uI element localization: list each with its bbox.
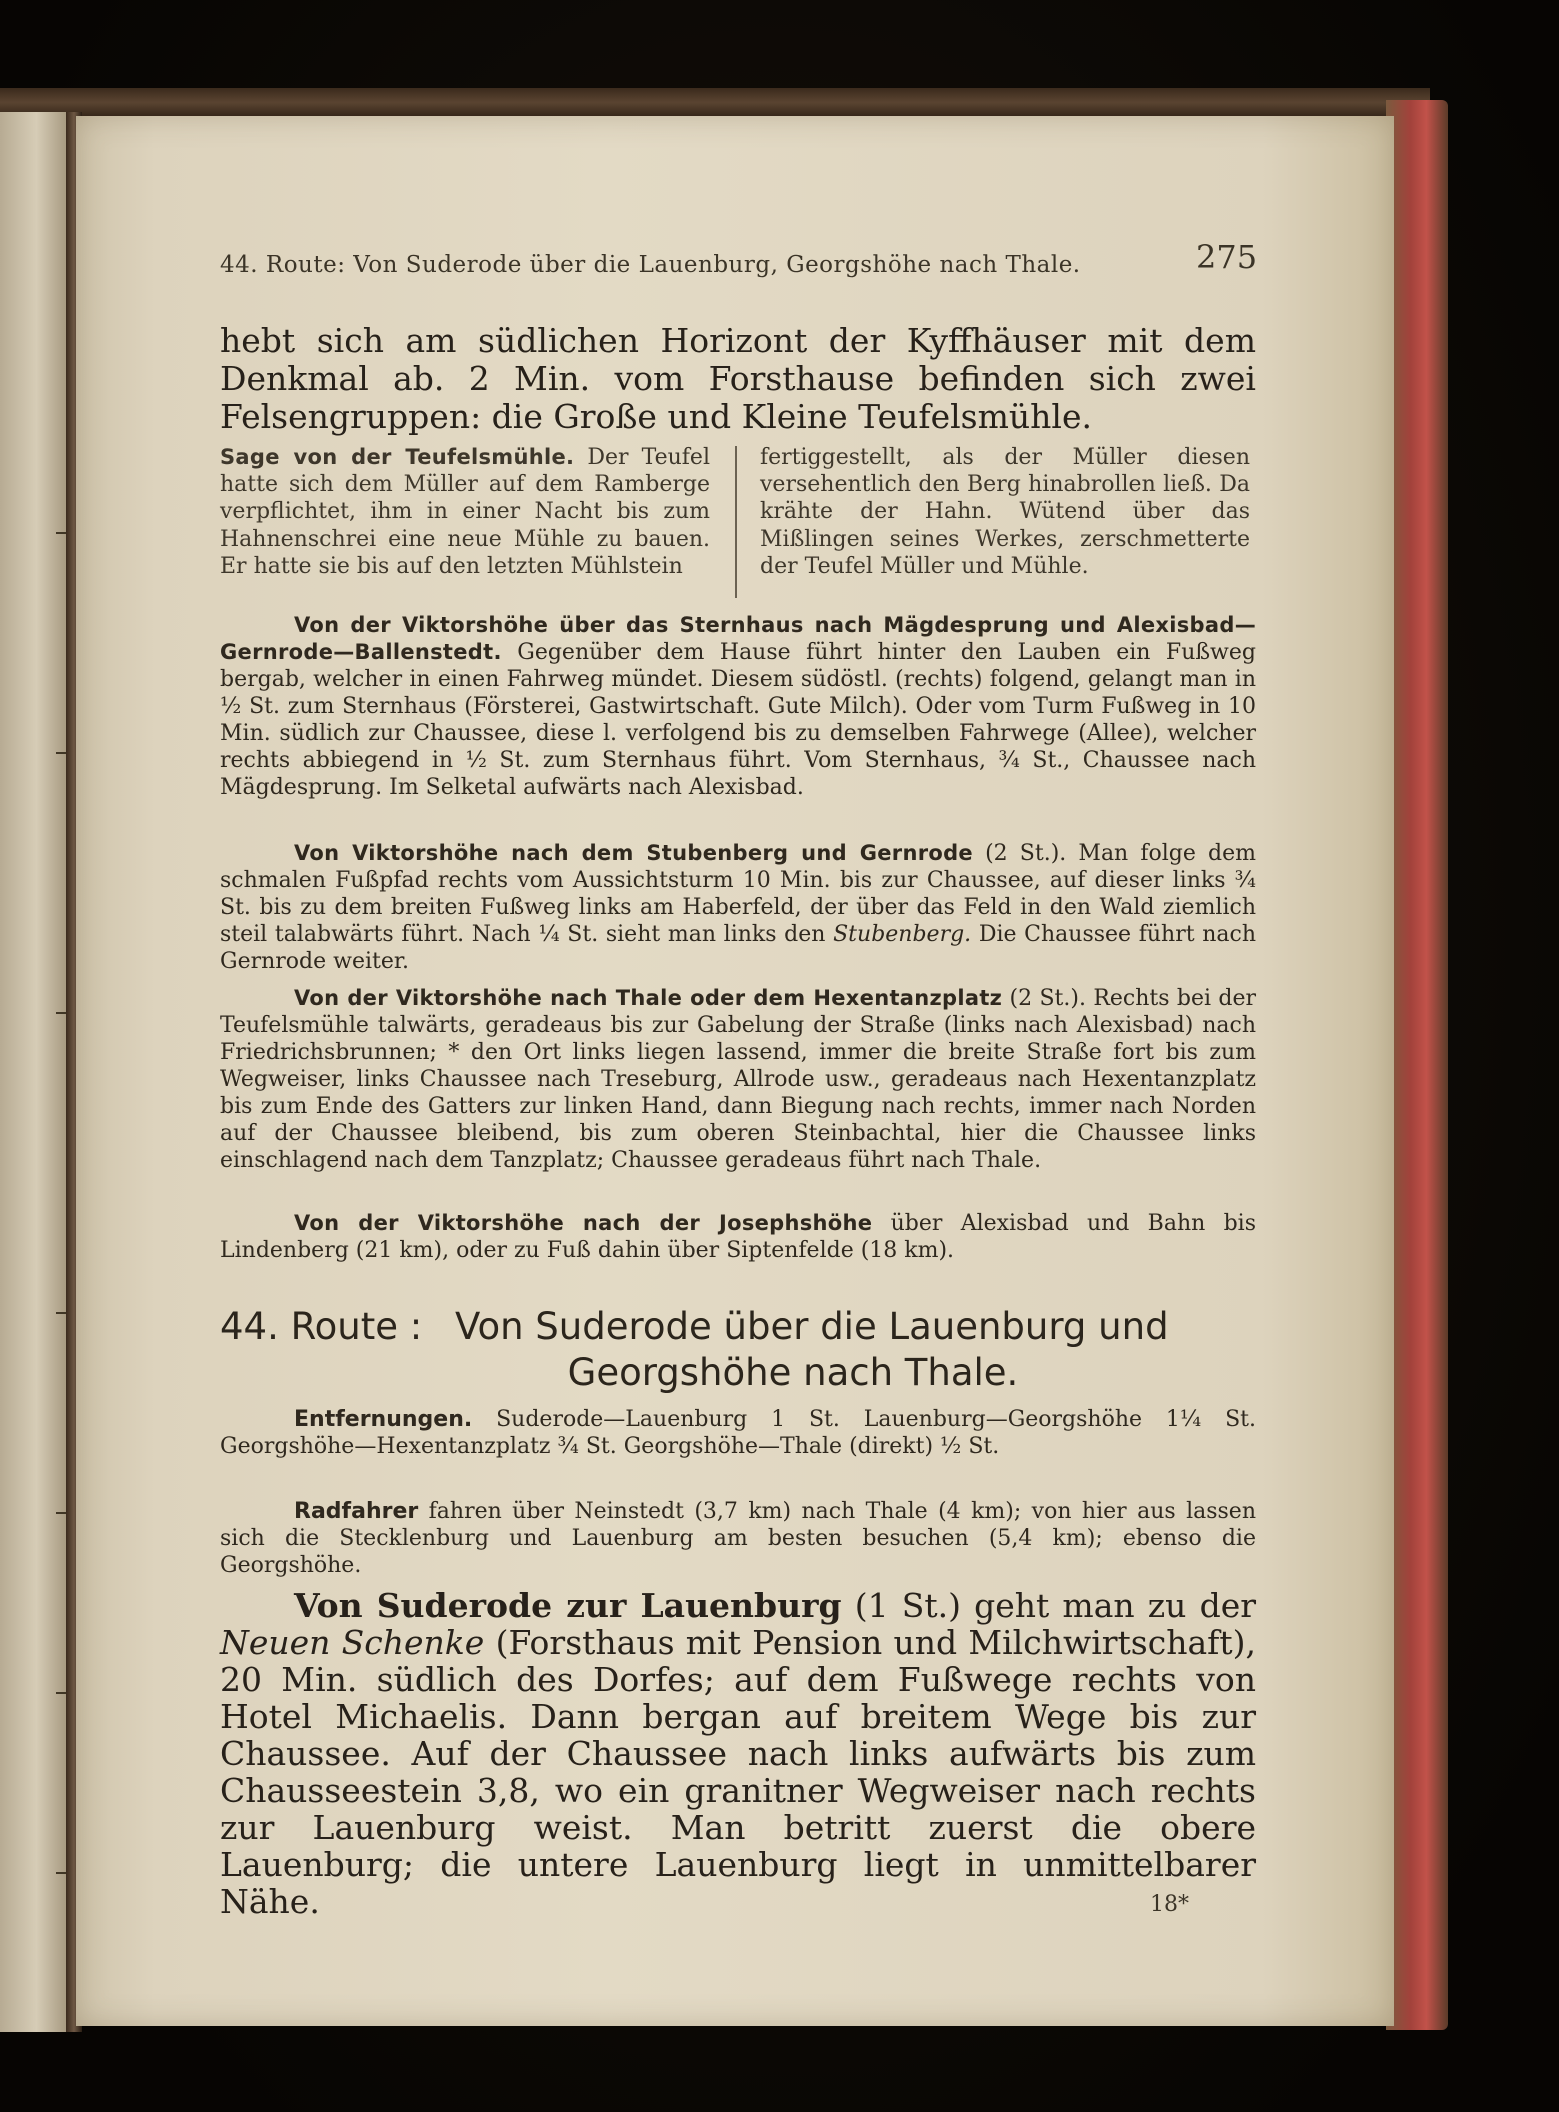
page-edge-mark xyxy=(56,1312,66,1314)
paragraph-heading: Von Viktorshöhe nach dem Stubenberg und Gernrode xyxy=(294,841,973,865)
legend-left-text: Der Teufel hatte sich dem Müller auf dem Ramberge verpflichtet, ihm in einer Nacht bis zum Hahnenschrei eine neue Mühle zu bauen. Er hatte sie bis auf den letzten Mühlstein xyxy=(220,445,710,579)
main-lead: Von Suderode zur Lauenburg xyxy=(294,1586,842,1625)
main-paragraph xyxy=(220,1587,1256,1920)
page-edge-mark xyxy=(56,1512,66,1514)
route-number: 44. Route : xyxy=(220,1305,423,1348)
legend-right-column: fertiggestellt, als der Müller diesen versehentlich den Berg hinabrollen ließ. Da krähte der Hahn. Wütend über das Mißlingen seines Werkes, zerschmetterte der Teufel Müller und Mühle. xyxy=(760,445,1250,579)
page-edge-mark xyxy=(56,752,66,754)
paragraph-heading: Von der Viktorshöhe nach der Josephshöhe xyxy=(294,1211,873,1235)
route-title-line1: Von Suderode über die Lauenburg und xyxy=(455,1305,1169,1348)
distances-label: Entfernungen. xyxy=(294,1407,473,1432)
page-edge-mark xyxy=(56,1012,66,1014)
paragraph-sternhaus xyxy=(220,612,1256,801)
paragraph-text: Gegenüber dem Hause führt hinter den Lauben ein Fußweg bergab, welcher in einen Fahrweg mündet. Diesem südöstl. (rechts) folgend, gelangt man in ½ St. zum Sternhaus (Försterei, Gastwirtschaft. Gute Milch). Oder vom Turm Fußweg in 10 Min. südlich zur Chaussee, diese l. verfolgend bis zu demselben Fahrwege (Allee), welcher rechts abbiegend in ½ St. zum Sternhaus führt. Vom Sternhaus, ¾ St., Chaussee nach Mägdesprung. Im Selketal aufwärts nach Alexisbad. xyxy=(220,640,1256,800)
running-header: 44. Route: Von Suderode über die Lauenburg, Georgshöhe nach Thale. xyxy=(220,252,1081,278)
cyclists-label: Radfahrer xyxy=(294,1499,419,1524)
place-name-italic: Neuen Schenke xyxy=(220,1623,485,1662)
page-edge-mark xyxy=(56,1872,66,1874)
paragraph-josephshoehe xyxy=(220,1210,1256,1264)
paragraph-heading: Von der Viktorshöhe über das Sternhaus nach Mägdesprung und Alexisbad—Gernrode—Ballenstedt. xyxy=(220,613,1256,664)
page-edge-mark xyxy=(56,1692,66,1694)
paragraph-hexentanzplatz xyxy=(220,985,1256,1174)
paragraph-text: (2 St.). Man folge dem schmalen Fußpfad rechts vom Aussichtsturm 10 Min. bis zur Chaussee, auf dieser links ¾ St. bis zu dem breiten Fußweg links am Haberfeld, der über das Feld in den Wald ziemlich steil talabwärts führt. Nach ¼ St. sieht man links den xyxy=(220,841,1256,947)
paragraph-heading: Von der Viktorshöhe nach Thale oder dem Hexentanzplatz xyxy=(294,986,1003,1010)
column-divider xyxy=(735,446,737,598)
previous-page-edge xyxy=(0,112,68,2032)
paragraph-text: über Alexisbad und Bahn bis Lindenberg (21 km), oder zu Fuß dahin über Siptenfelde (18 km). xyxy=(220,1211,1256,1263)
signature-mark: 18* xyxy=(1150,1892,1189,1917)
paragraph-stubenberg xyxy=(220,840,1256,975)
legend-left-column xyxy=(220,444,710,580)
page-edge-mark xyxy=(56,532,66,534)
paragraph-text: (2 St.). Rechts bei der Teufelsmühle talwärts, geradeaus bis zur Gabelung der Straße (links nach Alexisbad) nach Friedrichsbrunnen; * den Ort links liegen lassend, immer die breite Straße fort bis zum Wegweiser, links Chaussee nach Treseburg, Allrode usw., geradeaus nach Hexentanzplatz bis zum Ende des Gatters zur linken Hand, dann Biegung nach rechts, immer nach Norden auf der Chaussee bleibend, bis zum oberen Steinbachtal, hier die Chaussee links einschlagend nach dem Tanzplatz; Chaussee geradeaus führt nach Thale. xyxy=(220,986,1256,1173)
book-cover-edge xyxy=(1386,100,1448,2030)
route-title-line2: Georgshöhe nach Thale. xyxy=(567,1351,1019,1394)
distances-paragraph xyxy=(220,1406,1256,1460)
place-name-italic: Stubenberg. xyxy=(833,922,972,947)
distances-text: Suderode—Lauenburg 1 St. Lauenburg—Georgshöhe 1¼ St. Georgshöhe—Hexentanzplatz ¾ St. Georgshöhe—Thale (direkt) ½ St. xyxy=(220,1407,1256,1459)
main-text: (Forsthaus mit Pension und Milchwirtschaft), 20 Min. südlich des Dorfes; auf dem Fußwege rechts von Hotel Michaelis. Dann bergan auf breitem Wege bis zur Chaussee. Auf der Chaussee nach links aufwärts bis zum Chausseestein 3,8, wo ein granitner Wegweiser nach rechts zur Lauenburg weist. Man betritt zuerst die obere Lauenburg; die untere Lauenburg liegt in unmittelbarer Nähe. xyxy=(220,1623,1256,1921)
cyclists-paragraph xyxy=(220,1498,1256,1579)
intro-paragraph: hebt sich am südlichen Horizont der Kyffhäuser mit dem Denkmal ab. 2 Min. vom Forsthause befinden sich zwei Felsengruppen: die Große und Kleine Teufelsmühle. xyxy=(220,321,1256,436)
route-heading xyxy=(220,1304,1256,1396)
page-number: 275 xyxy=(1196,238,1258,276)
main-text: (1 St.) geht man zu der xyxy=(841,1586,1256,1625)
paragraph-text: Die Chaussee führt nach Gernrode weiter. xyxy=(220,922,1257,974)
cyclists-text: fahren über Neinstedt (3,7 km) nach Thale (4 km); von hier aus lassen sich die Stecklenburg und Lauenburg am besten besuchen (5,4 km); ebenso die Georgshöhe. xyxy=(220,1499,1256,1578)
legend-title: Sage von der Teufelsmühle. xyxy=(220,445,575,469)
